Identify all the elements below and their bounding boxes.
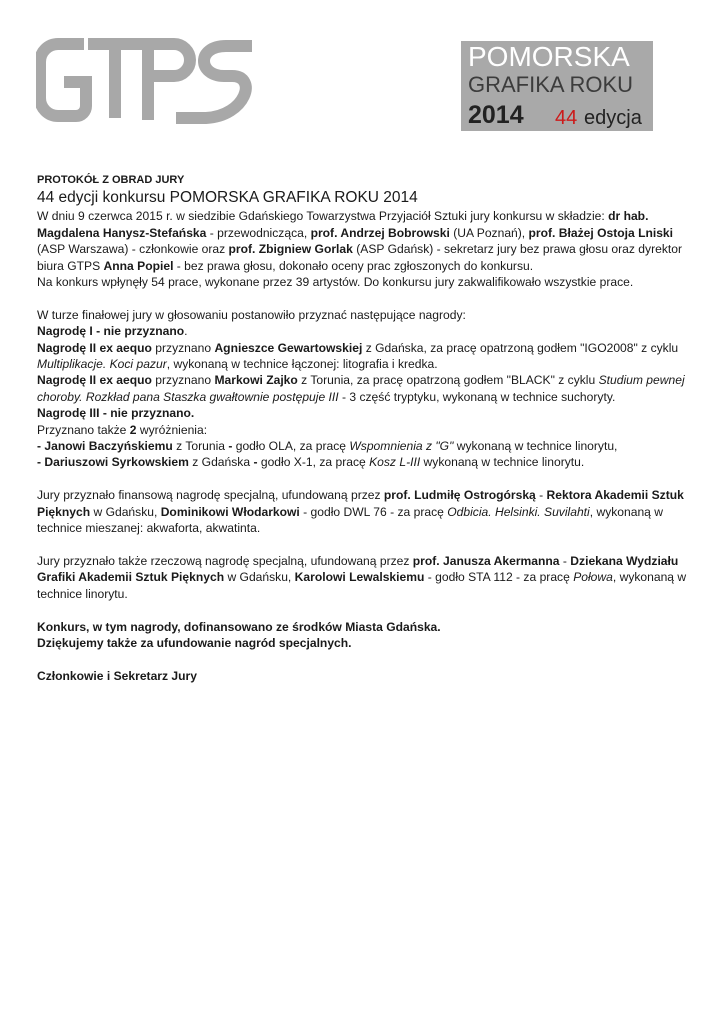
paragraph-submissions: Na konkurs wpłynęły 54 prace, wykonane przez 39 artystów. Do konkursu jury zakwalifikowało wszystkie prace. <box>37 275 634 290</box>
distinction-2: - Dariuszowi Syrkowskiem z Gdańska - godło X-1, za pracę Kosz L-III wykonaną w technice linorytu. <box>37 455 585 470</box>
badge-line-2: GRAFIKA ROKU <box>468 72 634 97</box>
award-second-b: Nagrodę II ex aequo przyznano Markowi Zajko z Torunia, za pracę opatrzoną godłem "BLACK" z cyklu Studium pewnej choroby. Rozkład pana Staszka gwałtownie postępuje III - 3 część tryptyku, wykonaną w technice suchoryty. <box>37 373 685 404</box>
award-second-a: Nagrodę II ex aequo przyznano Agnieszce Gewartowskiej z Gdańska, za pracę opatrzoną godłem "IGO2008" z cyklu Multiplikacje. Koci pazur, wykonaną w technice łączonej: litografia i kredka. <box>37 340 679 372</box>
awards-intro: W turze finałowej jury w głosowaniu postanowiło przyznać następujące nagrody: <box>37 307 466 322</box>
competition-title: 44 edycji konkursu POMORSKA GRAFIKA ROKU 2014 <box>37 189 418 207</box>
badge-edition-word: edycja <box>584 107 642 129</box>
pomorska-grafika-roku-badge <box>461 41 653 131</box>
award-first: Nagrodę I - nie przyznano. <box>37 324 188 339</box>
badge-line-1: POMORSKA <box>468 41 630 72</box>
gtps-logo <box>36 36 258 126</box>
paragraph-jury-composition: W dniu 9 czerwca 2015 r. w siedzibie Gdańskiego Towarzystwa Przyjaciół Sztuki jury konkursu w składzie: dr hab. Magdalena Hanysz-Stefańska - przewodnicząca, prof. Andrzej Bobrowski (UA Poznań), prof. Błażej Ostoja Lniski (ASP Warszawa) - członkowie oraz prof. Zbigniew Gorlak (ASP Gdańsk) - sekretarz jury bez prawa głosu oraz dyrektor biura GTPS Anna Popiel - bez prawa głosu, dokonało oceny prac zgłoszonych do konkursu. <box>37 209 682 273</box>
distinctions-intro: Przyznano także 2 wyróżnienia: <box>37 422 208 437</box>
gtps-logo-graphic <box>36 36 258 126</box>
protocol-document <box>37 172 697 684</box>
protocol-heading: PROTOKÓŁ Z OBRAD JURY <box>37 174 185 186</box>
thanks-note: Dziękujemy także za ufundowanie nagród specjalnych. <box>37 635 352 650</box>
distinction-1: - Janowi Baczyńskiemu z Torunia - godło OLA, za pracę Wspomnienia z "G" wykonaną w technice linorytu, <box>37 439 618 454</box>
funding-note: Konkurs, w tym nagrody, dofinansowano ze środków Miasta Gdańska. <box>37 619 441 634</box>
badge-edition-number: 44 <box>555 107 578 129</box>
signature: Członkowie i Sekretarz Jury <box>37 668 197 683</box>
paragraph-special-award-financial: Jury przyznało finansową nagrodę specjalną, ufundowaną przez prof. Ludmiłę Ostrogórską - Rektora Akademii Sztuk Pięknych w Gdańsku, Dominikowi Włodarkowi - godło DWL 76 - za pracę Odbicia. Helsinki. Suvilahti, wykonaną w technice mieszanej: akwaforta, akwatinta. <box>37 488 684 536</box>
badge-year: 2014 <box>468 101 524 129</box>
award-third: Nagrodę III - nie przyznano. <box>37 406 195 421</box>
paragraph-special-award-material: Jury przyznało także rzeczową nagrodę specjalną, ufundowaną przez prof. Janusza Akermanna - Dziekana Wydziału Grafiki Akademii Sztuk Pięknych w Gdańsku, Karolowi Lewalskiemu - godło STA 112 - za pracę Połowa, wykonaną w technice linorytu. <box>37 553 687 601</box>
